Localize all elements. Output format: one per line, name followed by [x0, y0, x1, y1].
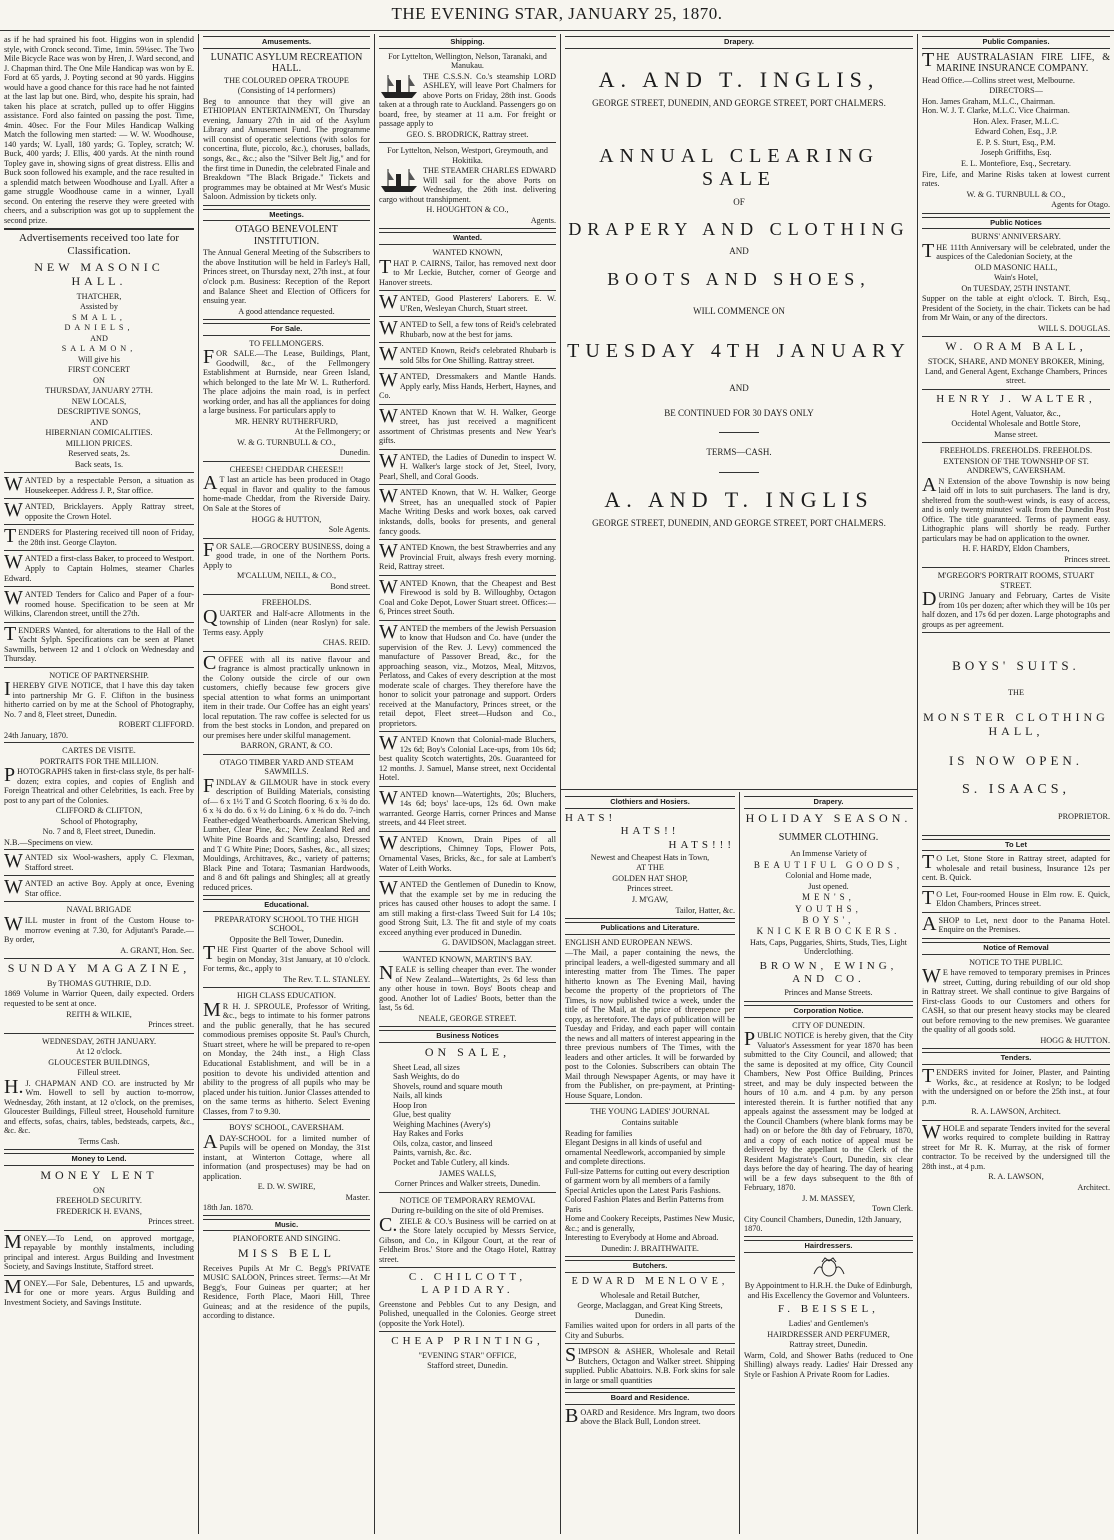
column-6 — [918, 34, 1114, 1534]
lapidary-ad: C. CHILCOTT, LAPIDARY. Greenstone and Pebbles Cut to any Design, and Polished, unequalled in the Colonies. George street (opposite the York Hotel). — [379, 1271, 556, 1332]
masonic-line: FIRST CONCERT — [68, 365, 130, 375]
wanted-ad: WANTED, the Ladies of Dunedin to inspect W. H. Walker's large stock of Jet, Steel, Ivory, Pearl, Shell, and Coral Goods. — [379, 453, 556, 486]
section-heading: Clothiers and Hosiers. — [565, 796, 735, 809]
cartes-de-visite-ad: CARTES DE VISITE. PORTRAITS FOR THE MILLION. PHOTOGRAPHS taken in first-class style, 8s per half-dozen; extra copies, and copies of English and Foreign Theatrical and other Celebrities, 1s each. Free by post to any part of the Colonies. CLIFFORD & CLIFTON, School of Photography, No. 7 and 8, Fleet street, Dunedin. N.B.—Specimens on view. — [4, 746, 194, 850]
section-heading: Drapery. — [744, 796, 913, 809]
hats-ad: HATS! HATS!! HATS!!! Newest and Cheapest Hats in Town, AT THE GOLDEN HAT SHOP, Princes street. J. M'GAW, Tailor, Hatter, &c. — [565, 812, 735, 919]
section-heading: Hairdressers. — [744, 1240, 913, 1253]
divider — [719, 432, 759, 433]
section-heading: Board and Residence. — [565, 1392, 735, 1405]
masthead: THE EVENING STAR, JANUARY 25, 1870. — [391, 4, 723, 23]
to-let-ad: TO Let, Stone Store in Rattray street, adapted for wholesale and retail business, Insurance 12s per cent. B. Quick. — [922, 854, 1110, 887]
classified-ad: WANTED six Wool-washers, apply C. Flexman, Stafford street. — [4, 853, 194, 876]
monster-clothing-hall-ad: BOYS' SUITS. THE MONSTER CLOTHING HALL, IS NOW OPEN. S. ISAACS, PROPRIETOR. — [922, 636, 1110, 835]
masonic-line: ON — [93, 375, 105, 385]
money-ad: MONEY.—For Sale, Debentures, L5 and upwards, for one or more years. Argus Building and Investment Society, and Savings Institute. — [4, 1275, 194, 1307]
classified-ad: TENDERS Wanted, for alterations to the Hall of the Yacht Sylph. Specifications can be seen at Planet Sawmills, between 12 and 1 o'clock on Wednesday and Thursday. — [4, 626, 194, 668]
printing-ad: CHEAP PRINTING, "EVENING STAR" OFFICE, Stafford street, Dunedin. — [391, 1335, 544, 1371]
section-heading: Amusements. — [203, 36, 370, 49]
section-heading: Public Notices — [922, 217, 1110, 230]
section-heading: Meetings. — [203, 209, 370, 222]
divider — [719, 472, 759, 473]
classified-ad: WANTED Tenders for Calico and Paper of a four-roomed house. Specification to be seen at Mr Wilkins, Clarendon street, untill the 27th. — [4, 590, 194, 623]
wanted-ad: WANTED Known, that the Cheapest and Best Firewood is sold by B. Willoughby, Octagon Coal and Coke Depot, Lower Stuart street. Offices:—6, Princes street South. — [379, 579, 556, 621]
walter-ad: HENRY J. WALTER, Hotel Agent, Valuator, &c., Occidental Wholesale and Bottle Store, Manse street. — [922, 393, 1110, 443]
wanted-ad: WANTED the Gentlemen of Dunedin to Know, that the example set by me in reducing the prices has caused other houses to adopt the same. I am still making a first-class Tweed Suit for L4 10s; good Strong Suit, L3. The fit and style of my coats exceed anything ever produced in Dunedin. G. DAVIDSON, Maclaggan street. — [379, 880, 556, 952]
tenders-ad: WHOLE and separate Tenders invited for the several works required to complete building in Rattray street for Mr R. K. Murray, at the risk of former contractor. To be received by the undersigned till the 28th inst., at 4 p.m. R. A. LAWSON, Architect. — [922, 1120, 1110, 1192]
timber-yard-ad: OTAGO TIMBER YARD AND STEAM SAWMILLS. FINDLAY & GILMOUR have in stock every description of Building Materials, consisting of— 6 x 1½ T and G Scotch flooring. 6 x ¾ do do. 6 x ¾ do do. 6 x ½ do Lining. 6 x ⅜ do do. 7-inch Feather-edged Weatherboards. American Shelving, Lumber, Clear Pine, &c.; New Zealand Red and White Pine Boards and Scantling; also, Dressed and T G White Pine; Doors, Sashes, &c., all sizes; Mouldings, Architraves, &c., variety of patterns; Black Pine and Totara; Tasmanian Hardwoods, and 8 and 6ft palings and Shingles; all at greatly reduced prices. — [203, 758, 370, 896]
masonic-line: SALAMON, — [61, 344, 137, 354]
wanted-ad: WANTED Known, the best Strawberries and any Provincial Fruit, always fresh every morning. Reid, Rattray street. — [379, 543, 556, 576]
lunatic-asylum-ad: LUNATIC ASYLUM RECREATION HALL. THE COLOURED OPERA TROUPE (Consisting of 14 performers) Beg to announce that they will give an ETHIOPIAN ENTERTAINMENT, On Thursday evening, January 27th in aid of the Asylum Library and Amusement Fund. The programme will consist of operatic selections (with solos for concertina, flute, piccolo, &c.), choruses, ballads, songs, &c., &c.; also the "Silver Belt Jig," and for the first time in Dunedin, the celebrated Finale and Breakdown "The Black Brigade." Tickets and programmes may be obtained at Mr West's Music Saloon. Admission by tickets only. — [203, 52, 370, 206]
to-let-ad: ASHOP to Let, next door to the Panama Hotel. Enquire on the Premises. — [922, 916, 1110, 939]
wanted-ad: WANTED, Good Plasterers' Laborers. E. W. U'Ren, Wesleyan Church, Stuart street. — [379, 294, 556, 317]
naval-brigade-notice: NAVAL BRIGADE WILL muster in front of the Custom House to-morrow evening at 7.30, for Adjutant's Parade.—By order, A. GRANT, Hon. Sec. — [4, 905, 194, 959]
steamship-icon — [379, 72, 419, 100]
masonic-hall-ad — [4, 261, 194, 474]
classified-ad: TENDERS for Plastering received till noon of Friday, the 28th inst. George Clayton. — [4, 528, 194, 551]
simpson-asher-ad: SIMPSON & ASHER, Wholesale and Retail Butchers, Octagon and Walker street. Shipping supplied. Public Abattoirs. N.B. Fork skins for sale in large or small quantities — [565, 1347, 735, 1389]
column-1 — [0, 34, 198, 1534]
holiday-season-ad: HOLIDAY SEASON. SUMMER CLOTHING. An Immense Variety of BEAUTIFUL GOODS, Colonial and Home made, Just opened. MEN'S, YOUTHS, BOYS', KNICKERBOCKERS. Hats, Caps, Puggaries, Shirts, Studs, Ties, Light Underclothing. BROWN, EWING, AND CO. Princes and Manse Streets. — [744, 812, 913, 1002]
high-class-education-ad: HIGH CLASS EDUCATION. MR H. J. SPROULE, Professor of Writing, &c., begs to intimate to his former patrons and the public generally, that he has secured commodious premises opposite St. Paul's Church, Stuart street, where he will be prepared to re-open on Monday, the 24th inst., a High Class Educational Establishment, and will be in a position to devote his undivided attention and ability to the progress of all pupils who may be placed under his tuition. Junior Classes attended to on the same terms as hitherto. Select Evening Classes, from 7 to 9.30. — [203, 991, 370, 1120]
wanted-known-ad: WANTED KNOWN, THAT P. CAIRNS, Tailor, has removed next door to Mr Leckie, Butcher, corner of George and Hanover streets. — [379, 248, 556, 291]
grocery-ad: FOR SALE.—GROCERY BUSINESS, doing a good trade, in one of the Northern Ports. Apply to M'CALLUM, NEILL, & CO., Bond street. — [203, 542, 370, 596]
section-heading: Business Notices — [379, 1030, 556, 1043]
masonic-line: THURSDAY, JANUARY 27TH. — [45, 386, 153, 396]
royal-crest-icon — [812, 1256, 846, 1278]
section-heading: Corporation Notice. — [744, 1005, 913, 1018]
column-2 — [199, 34, 374, 1534]
wanted-ad: WANTED Known, Drain Pipes of all descriptions, Chimney Tops, Flower Pots, Ornamental Vases, Bricks, &c., for sale at Lambert's Water of Leith Works. — [379, 835, 556, 877]
wanted-ad: WANTED, Dressmakers and Mantle Hands. Apply early, Miss Hands, Herbert, Haynes, and Co. — [379, 372, 556, 405]
benevolent-institution-ad: OTAGO BENEVOLENT INSTITUTION. The Annual General Meeting of the Subscribers to the above Institution will be held in Farley's Hall, Princes street, on Thursday next, 27th inst., at four o'clock p.m. Business: Reception of the Report and Balance Sheet and Election of Officers for ensuing year. A good attendance requested. — [203, 224, 370, 320]
masonic-line: DANIELS, — [64, 323, 134, 333]
column-5 — [740, 794, 917, 1534]
shipping-ad: For Lyttelton, Wellington, Nelson, Taranaki, and Manukau. THE C.S.S.N. Co.'s steamship LORD ASHLEY, will leave Port Chalmers for above Ports on Friday, 28th inst. Goods taken at a through rate to Auckland. Passengers go on board, free, by steamer at 11 a.m. For freight or passage apply to GEO. S. BRODRICK, Rattray street. — [379, 52, 556, 144]
city-notice: CITY OF DUNEDIN. PUBLIC NOTICE is hereby given, that the City Valuator's Assessment for year 1870 has been submitted to the City Council, and allowed; that the same is deposited at my office, City Council Chambers, New Post Office Building, Princes street, and may be duly inspected between the hours of 10 a.m. and 4 p.m. by any person interested therein. It is further notified that any appeals against the assessment may be lodged at the Council Chambers (where blank forms may be had) on or before the 8th day of February, 1870, and a copy of each notice of appeal must be delivered by the appellant to the Clerk of the Resident Magistrate's Court, Dunedin, six clear days before the day of hearing. The day of hearing will be a few days subsequent to the 8th of February, 1870. J. M. MASSEY, Town Clerk. City Council Chambers, Dunedin, 12th January, 1870. — [744, 1021, 913, 1237]
hairdresser-ad: By Appointment to H.R.H. the Duke of Edinburgh, and His Excellency the Governor and Volunteers. F. BEISSEL, Ladies' and Gentlemen's HAIRDRESSER AND PERFUMER, Rattray street, Dunedin. Warm, Cold, and Shower Baths (reduced to One Shilling) always ready. Ladies' Hair Dressed any Style or Fashion A Private Room for Ladies. — [744, 1256, 913, 1379]
martins-bay-ad: WANTED KNOWN, MARTIN'S BAY. NEALE is selling cheaper than ever. The wonder of New Zealand—Watertights, 2s 6d less than any other house in town. Boys' Boots cheap and good. Another lot of Ladies' Boots, better than the last, 5s 6d. NEALE, GEORGE STREET. — [379, 955, 556, 1028]
masonic-line: DESCRIPTIVE SONGS, — [57, 407, 141, 417]
coffee-ad: COFFEE with all its native flavour and fragrance is almost practically unknown in the Colony outside the circle of our own customers, chiefly because few grocers give special attention to what forms an unimportant item in their trade. Our Coffee has an eight years' local reputation. The raw coffee is selected for us from the best stocks in London, and prepared on our premises here under skilful management. BARRON, GRANT, & CO. — [203, 655, 370, 755]
masonic-line: THATCHER, — [76, 291, 122, 301]
sport-paragraph: as if he had sprained his foot. Higgins won in splendid style, with Cronck second. Time, 1min. 59¼sec. The Two Mile Bicycle Race was won by Hren, J. Ward second, and J. Chapman third. The One Mile Handicap was won by E. Ford at 65 yards, J. Poyting second at 90 yards. Higgins would have a good chance for this race had he not fainted at the last lap but one. Bird, who, despite his sprain, had taken his place at scratch, pulled up to offer Higgins assistance. Ford also fainted on passing the post. Time, 4min. 40sec. For the Four Miles Handicap Walking Match the following men started: — W. W. Woodhouse, 140 yards; W. Lyall, 180 yards; G. Topley, scratch; W. Buck, 400 yards; J. Ellis, 400 yards. At the ninth round Topley gave in, showing signs of great distress. Ellis and Buck soon followed his example, and the race resulted in a splendid match between Woodhouse and Lyall. After a game struggle Woodhouse came in a winner, Lyall second. On entering the reserve they were greeted with cheers, and a subscription was got up to supplement the second prize. — [4, 35, 194, 225]
classified-ad: WANTED by a respectable Person, a situation as Housekeeper. Address J. P., Star office. — [4, 476, 194, 499]
section-heading: Money to Lend. — [4, 1153, 194, 1166]
masonic-line: Reserved seats, 2s. — [68, 449, 130, 459]
masonic-line: Will give his — [78, 354, 120, 364]
section-heading: Shipping. — [379, 36, 556, 49]
money-ad: MONEY.—To Lend, on approved mortgage, repayable by monthly instalments, including principal and interest. Argus Building and Investment Society, and Savings Institute, Stafford street. — [4, 1234, 194, 1276]
column-3 — [375, 34, 560, 1534]
partnership-notice: NOTICE OF PARTNERSHIP. IHEREBY GIVE NOTICE, that I have this day taken into partnership Mr G. F. Clifton in the business hitherto carried on by me at the School of Photography, No. 7 and 8, Fleet street, Dunedin. ROBERT CLIFFORD. 24th January, 1870. — [4, 671, 194, 744]
freeholds-ad: FREEHOLDS. QUARTER and Half-acre Allotments in the township of Linden (near Roslyn) for sale. Terms easy. Apply CHAS. REID. — [203, 598, 370, 652]
burns-anniversary-ad: BURNS' ANNIVERSARY. THE 111th Anniversary will be celebrated, under the auspices of the Caledonian Society, at the OLD MASONIC HALL, Wain's Hotel, On TUESDAY, 25TH INSTANT. Supper on the table at eight o'clock. T. Birch, Esq., President of the Society, in the chair. Tickets can be had from Mr Wain, or any of the directors. WILL S. DOUGLAS. — [922, 232, 1110, 337]
section-heading: To Let — [922, 839, 1110, 852]
masonic-line: AND — [90, 417, 108, 427]
classified-ad: WANTED a first-class Baker, to proceed to Westport. Apply to Captain Holmes, steamer Charles Edward. — [4, 554, 194, 587]
money-lent-ad: MONEY LENT ON FREEHOLD SECURITY. FREDERICK H. EVANS, Princes street. — [4, 1169, 194, 1231]
australasian-insurance-ad: THE AUSTRALASIAN FIRE LIFE, & MARINE INSURANCE COMPANY. Head Office.—Collins street west, Melbourne. DIRECTORS— Hon. James Graham, M.L.C., Chairman. Hon. W. J. T. Clarke, M.L.C. Vice Chairman. Hon. Alex. Fraser, M.L.C. Edward Cohen, Esq., J.P. E. P. S. Sturt, Esq., P.M. Joseph Griffiths, Esq. E. L. Montefiore, Esq., Secretary. Fire, Life, and Marine Risks taken at lowest current rates. W. & G. TURNBULL & CO., Agents for Otago. — [922, 52, 1110, 214]
masonic-line: AND — [90, 333, 108, 343]
section-heading: Music. — [203, 1219, 370, 1232]
classified-ad: WANTED, Bricklayers. Apply Rattray street, opposite the Crown Hotel. — [4, 502, 194, 525]
cheese-ad: CHEESE! CHEDDAR CHEESE!! AT last an article has been produced in Otago equal in flavor and quality to the famous home-made Cheddar, from the Riverside Dairy. On Sale at the Stores of HOGG & HUTTON, Sole Agents. — [203, 465, 370, 539]
wanted-ad: WANTED known—Watertights, 20s; Bluchers, 14s 6d; boys' lace-ups, 12s 6d. Own make warranted. George Harris, corner Princes and Manse streets, and 44 Fleet street. — [379, 790, 556, 832]
section-heading: Wanted. — [379, 232, 556, 245]
section-heading: Drapery. — [565, 36, 913, 49]
inglis-drapery-ad: Drapery. A. AND T. INGLIS, GEORGE STREET, DUNEDIN, AND GEORGE STREET, PORT CHALMERS. ANNUAL CLEARING SALE OF DRAPERY AND CLOTHING AND BOOTS AND SHOES, WILL COMMENCE ON TUESDAY 4TH JANUARY AND BE CONTINUED FOR 30 DAYS ONLY TERMS—CASH. A. AND T. INGLIS GEORGE STREET, DUNEDIN, AND GEORGE STREET, PORT CHALMERS. — [561, 34, 917, 790]
section-heading: Butchers. — [565, 1260, 735, 1273]
section-heading: Educational. — [203, 899, 370, 912]
auction-notice: WEDNESDAY, 26TH JANUARY. At 12 o'clock. GLOUCESTER BUILDINGS, Filleul street. H.J. CHAPMAN AND CO. are instructed by Mr Wm. Howell to sell by auction to-morrow, Wednesday, 26th instant, at 12 o'clock, on the premises, Gloucester Buildings, Filleul street, Household furniture and effects, sofas, chairs, tables, bedsteads, carpets, &c., &c. &c. Terms Cash. — [4, 1037, 194, 1151]
section-heading: Publications and Literature. — [565, 922, 735, 935]
fellmongers-ad: TO FELLMONGERS. FOR SALE.—The Lease, Buildings, Plant, Goodwill, &c., of the Fellmongery Establishment at Burnside, near Green Island, which belonged to the late Mr W. L. Rutherford. The place adjoins the main road, is in perfect working order, and has all the appliances for doing a large business. For particulars apply to MR. HENRY RUTHERFURD, At the Fellmongery; or W. & G. TURNBULL & CO., Dunedin. — [203, 339, 370, 462]
wanted-ad: WANTED to Sell, a few tons of Reid's celebrated Rhubarb, now at the best for jams. — [379, 320, 556, 343]
temporary-removal-notice: NOTICE OF TEMPORARY REMOVAL During re-building on the site of old Premises. C.ZIELE & CO.'s Business will be carried on at the Store lately occupied by Messrs Service, Gibson, and Co., in Kilgour Court, at the rear of Feldheim Bros.' Store and the Otago Hotel, Rattray street. — [379, 1196, 556, 1269]
removal-notice: NOTICE TO THE PUBLIC. WE have removed to temporary premises in Princes street, Cutting, during rebuilding of our old shop in Rattray street. We shall continue to give Bargains of First-class Goods to our Customers and others for CASH, so that our present heavy stocks may be cleared out before removing to the new premises. We guarantee the quality of all goods sold. HOGG & HUTTON. — [922, 958, 1110, 1050]
wanted-ad: WANTED Known that W. H. Walker, George street, has just received a magnificent assortment of Christmas presents and New Year's gifts. — [379, 408, 556, 450]
preparatory-school-ad: PREPARATORY SCHOOL TO THE HIGH SCHOOL, Opposite the Bell Tower, Dunedin. THE First Quarter of the above School will begin on Monday, 31st January, at 10 o'clock. For terms, &c., apply to The Rev. T. L. STANLEY. — [203, 915, 370, 989]
english-news-ad: ENGLISH AND EUROPEAN NEWS. —The Mail, a paper containing the news, the principal leaders, a well-digested summary and all interesting matter from The Times. The paper hitherto known as The Evening Mail, having become the property of the proprietors of The Times, is now published twice a week, under the title of The Mail, at the price of threepence per copy, as heretofore. The days of publication will be Tuesday and Friday, and each paper will contain the news and all matters of interest appearing in the three previous numbers of The Times, with the leaders and other articles. It will be forwarded by post to the Colonies. Subscribers can obtain The Mail through Newspaper Agents, or may have it from the Publisher, on pre-payment, at Printing-House Square, London. — [565, 938, 735, 1105]
wanted-ad: WANTED Known, Reid's celebrated Rhubarb is sold 5lbs for One Shilling. Rattray street. — [379, 346, 556, 369]
wanted-ad: WANTED Known that Colonial-made Bluchers, 12s 6d; Boy's Colonial Lace-ups, from 10s 6d; best quality Scotch watertights, 20s. Guaranteed for 12 months. J. Samuel, Manse street, next Occidental Hotel. — [379, 735, 556, 787]
column-4 — [561, 794, 739, 1534]
tenders-ad: TENDERS invited for Joiner, Plaster, and Painting Works, &c., at residence at Roslyn; to be lodged with the undersigned on or before the 25th inst., at four p.m. R. A. LAWSON, Architect. — [922, 1068, 1110, 1121]
on-sale-ad: ON SALE, Sheet Lead, all sizes Sash Weights, do do Shovels, round and square mouth Nails, all kinds Hoop Iron Glue, best quality Weighing Machines (Avery's) Hay Rakes and Forks Oils, colza, castor, and linseed Paints, varnish, &c. &c. Pocket and Table Cutlery, all kinds. JAMES WALLS, Corner Princes and Walker streets, Dunedin. — [379, 1046, 556, 1193]
masonic-line: Back seats, 1s. — [74, 459, 124, 469]
mgregor-portrait-ad: M'GREGOR'S PORTRAIT ROOMS, STUART STREET. DURING January and February, Cartes de Visite from 10s per dozen; after which they will be 10s per half dozen, and 17s 6d per dozen. Large photographs and groups as per agreement. — [922, 571, 1110, 633]
shipping-ad: For Lyttelton, Nelson, Westport, Greymouth, and Hokitika. THE STEAMER CHARLES EDWARD Will sail for the above Ports on Wednesday, the 26th inst. delivering cargo without transhipment. H. HOUGHTON & CO., Agents. — [379, 146, 556, 229]
section-heading: For Sale. — [203, 323, 370, 336]
to-let-ad: TO Let, Four-roomed House in Elm row. E. Quick, Eldon Chambers, Princes street. — [922, 890, 1110, 913]
section-heading: Tenders. — [922, 1052, 1110, 1065]
section-heading: Public Companies. — [922, 36, 1110, 49]
steamship-icon — [379, 166, 419, 194]
music-ad: PIANOFORTE AND SINGING. MISS BELL Receives Pupils At Mr C. Begg's PRIVATE MUSIC SALOON, Princes street. Terms:—At Mr Begg's, Four Guineas per quarter; at her Residence, Forth Place, Maori Hill, Three Guineas; and at the residence of the pupils, according to distance. — [203, 1234, 370, 1321]
young-ladies-journal-ad: THE YOUNG LADIES' JOURNAL Contains suitable Reading for families Elegant Designs in all kinds of useful and ornamental Needlework, accompanied by simple and complete directions. Full-size Patterns for cutting out every description of garment worn by all members of a family Special Articles upon the Latest Paris Fashions. Colored Fashion Plates and Berlin Patterns from Paris Home and Cookery Receipts, Pastimes New Music, &c.; and is generally, Interesting to Everybody at Home and Abroad. Dunedin: J. BRAITHWAITE. — [565, 1107, 735, 1257]
board-residence-ad: BOARD and Residence. Mrs Ingram, two doors above the Black Bull, London street. — [565, 1404, 735, 1427]
wanted-ad: WANTED the members of the Jewish Persuasion to know that Hudson and Co. have (under the supervision of the Rev. J. Levy) commenced the manufacture of Passover Bread, &c., for the approaching season, viz., Motzos, Meal, Mitzvos, Perlatoss, and Cakes of every description at the most moderate scale of charges. They therefore have the honor to solicit your patronage and support. Orders received at the Manufactory, Princes street, or the retail depot, Fleet street—Hudson and Co., proprietors. — [379, 624, 556, 733]
masonic-title: NEW MASONIC HALL. — [34, 259, 164, 288]
masonic-line: NEW LOCALS, — [71, 396, 127, 406]
sunday-magazine-ad: SUNDAY MAGAZINE, By THOMAS GUTHRIE, D.D. 1869 Volume in Warrior Queen, daily expected. Orders requested to be sent at once. REITH & WILKIE, Princes street. — [4, 962, 194, 1033]
wanted-ad: WANTED Known, that W. H. Walker, George Street, has an unequalled stock of Papier Mache Writing Desks and work boxes, oak carved inkstands, dolls, books for presents, and general fancy goods. — [379, 488, 556, 540]
masonic-line: HIBERNIAN COMICALITIES. — [45, 428, 153, 438]
caversham-freeholds-ad: FREEHOLDS. FREEHOLDS. FREEHOLDS. EXTENSION OF THE TOWNSHIP OF ST. ANDREW'S, CAVERSHAM. AN Extension of the above Township is now being laid off in lots to suit purchasers. The land is dry, sheltered from the south-west winds, is easy of access, and is only twenty minutes' walk from the Dunedin Post Office. The title guaranteed. Terms of payment easy. Lithographic plans will shortly be ready. Further particulars may be had on application to the owner. H. F. HARDY, Eldon Chambers, Princes street. — [922, 446, 1110, 568]
classified-ad: WANTED an active Boy. Apply at once, Evening Star office. — [4, 879, 194, 902]
masonic-line: MILLION PRICES. — [65, 438, 133, 448]
boys-school-ad: BOYS' SCHOOL, CAVERSHAM. ADAY-SCHOOL for a limited number of Pupils will be opened on Monday, the 31st instant, at Winterton Cottage, where all information (and prospectuses) may be had on application. E. D. W. SWIRE, Master. 18th Jan. 1870. — [203, 1123, 370, 1216]
masonic-line: SMALL, — [72, 312, 126, 322]
section-heading: Notice of Removal — [922, 942, 1110, 955]
masonic-line: Assisted by — [80, 302, 118, 312]
masthead-rule — [0, 30, 1114, 31]
oram-ball-ad: W. ORAM BALL, STOCK, SHARE, AND MONEY BROKER, Mining, Land, and General Agent, Exchange Chambers, Princes street. — [922, 340, 1110, 389]
menlove-butcher-ad: EDWARD MENLOVE, Wholesale and Retail Butcher, George, Maclaggan, and Great King Streets, Dunedin. Families waited upon for orders in all parts of the City and Suburbs. — [565, 1276, 735, 1344]
late-ads-heading: Advertisements received too late for Classification. — [4, 228, 194, 258]
